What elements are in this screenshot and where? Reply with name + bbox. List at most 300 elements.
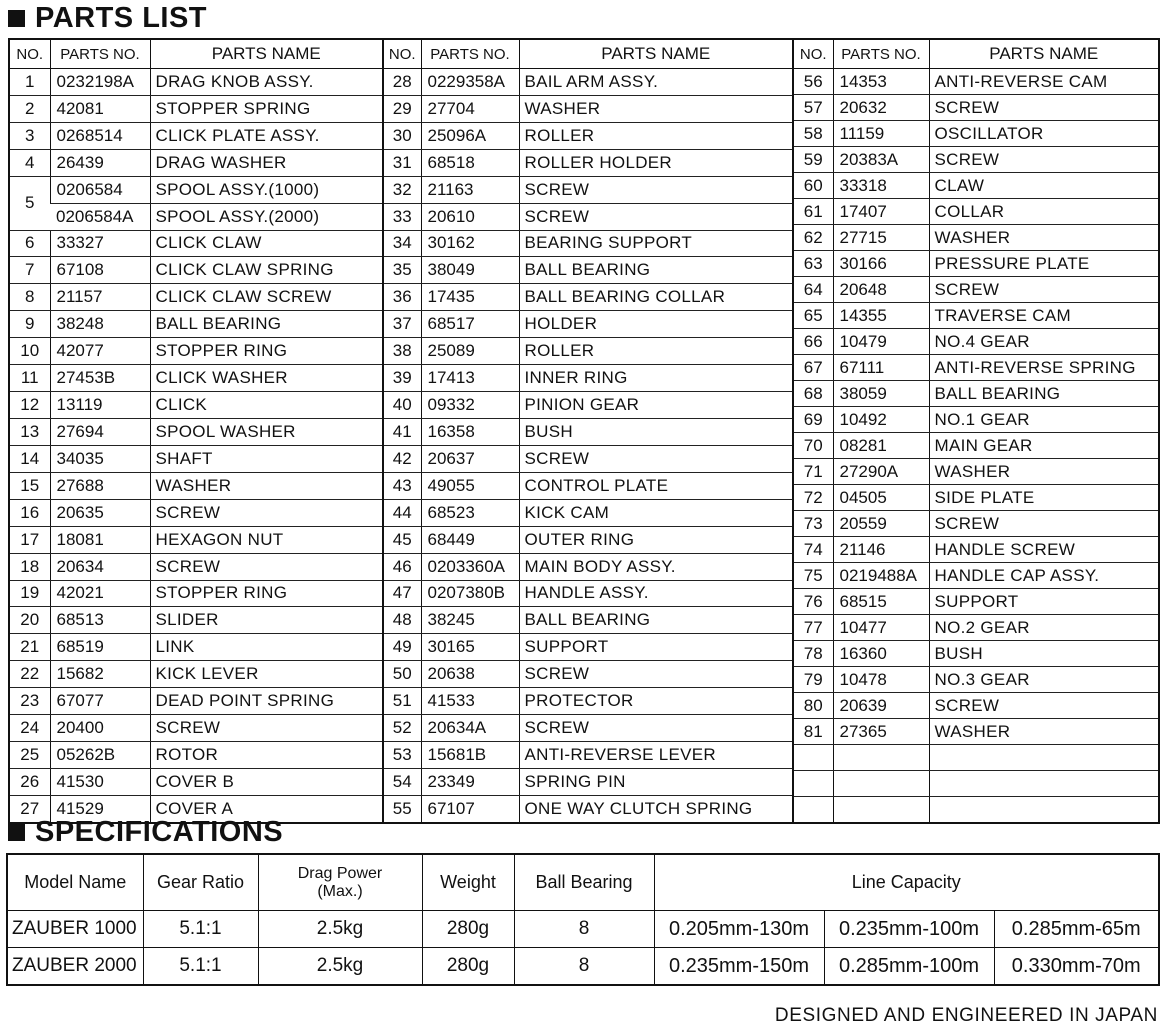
part-no: 2 bbox=[10, 95, 50, 122]
part-name: CONTROL PLATE bbox=[519, 472, 792, 499]
part-number: 0232198A bbox=[50, 69, 150, 96]
part-no: 17 bbox=[10, 526, 50, 553]
parts-row bbox=[793, 329, 1158, 355]
parts-row bbox=[793, 69, 1158, 95]
part-no: 19 bbox=[10, 580, 50, 607]
part-no: 36 bbox=[383, 284, 421, 311]
parts-column-3 bbox=[792, 40, 1158, 822]
part-number: 68515 bbox=[833, 589, 929, 615]
part-number: 04505 bbox=[833, 485, 929, 511]
part-no: 26 bbox=[10, 768, 50, 795]
header-no: NO. bbox=[10, 40, 50, 69]
part-name: SIDE PLATE bbox=[929, 485, 1158, 511]
part-number: 26439 bbox=[50, 149, 150, 176]
part-name: BEARING SUPPORT bbox=[519, 230, 792, 257]
part-number: 0207380B bbox=[421, 580, 519, 607]
part-no: 27 bbox=[20, 798, 40, 818]
parts-row bbox=[793, 121, 1158, 147]
parts-row bbox=[793, 615, 1158, 641]
part-number: 0203360A bbox=[421, 553, 519, 580]
part-name: SLIDER bbox=[150, 607, 382, 634]
parts-row bbox=[383, 661, 792, 688]
part-name: CLICK CLAW bbox=[150, 230, 382, 257]
part-name: CLAW bbox=[929, 173, 1158, 199]
part-number: 05262B bbox=[50, 742, 150, 769]
parts-row bbox=[10, 69, 382, 96]
part-number: 42081 bbox=[50, 95, 150, 122]
part-name: CLICK WASHER bbox=[150, 365, 382, 392]
part-no: 54 bbox=[383, 768, 421, 795]
parts-row bbox=[10, 257, 382, 284]
part-number: 67107 bbox=[421, 795, 519, 822]
part-no: 70 bbox=[793, 433, 833, 459]
parts-row bbox=[383, 338, 792, 365]
part-name: HANDLE ASSY. bbox=[519, 580, 792, 607]
parts-row bbox=[793, 277, 1158, 303]
part-number: 20383A bbox=[833, 147, 929, 173]
part-name: INNER RING bbox=[519, 365, 792, 392]
part-no: 48 bbox=[383, 607, 421, 634]
part-name: SUPPORT bbox=[519, 634, 792, 661]
parts-row bbox=[383, 607, 792, 634]
part-number: 30165 bbox=[421, 634, 519, 661]
square-bullet-icon bbox=[8, 10, 25, 27]
part-number: 27688 bbox=[50, 472, 150, 499]
part-name: SCREW bbox=[150, 553, 382, 580]
part-no: 66 bbox=[793, 329, 833, 355]
parts-row bbox=[383, 311, 792, 338]
parts-row bbox=[383, 149, 792, 176]
part-name: BALL BEARING bbox=[150, 311, 382, 338]
parts-column-2 bbox=[382, 40, 792, 822]
part-number: 20639 bbox=[833, 693, 929, 719]
header-parts-no: PARTS NO. bbox=[50, 40, 150, 69]
part-no: 63 bbox=[793, 251, 833, 277]
part-number: 13119 bbox=[50, 392, 150, 419]
parts-row bbox=[10, 338, 382, 365]
part-no: 35 bbox=[383, 257, 421, 284]
part-no: 65 bbox=[793, 303, 833, 329]
part-number: 08281 bbox=[833, 433, 929, 459]
part-number: 25089 bbox=[421, 338, 519, 365]
specifications-table bbox=[6, 853, 1160, 986]
part-name: ANTI-REVERSE SPRING bbox=[929, 355, 1158, 381]
part-name: PINION GEAR bbox=[519, 392, 792, 419]
part-no: 10 bbox=[10, 338, 50, 365]
part-no: 12 bbox=[10, 392, 50, 419]
parts-row bbox=[793, 433, 1158, 459]
part-number: 20638 bbox=[421, 661, 519, 688]
spec-header-drag-line2: (Max.) bbox=[317, 882, 363, 900]
header-parts-no: PARTS NO. bbox=[421, 40, 519, 69]
parts-row bbox=[383, 230, 792, 257]
parts-row bbox=[793, 589, 1158, 615]
part-name: HOLDER bbox=[519, 311, 792, 338]
spec-header-ball-bearing: Ball Bearing bbox=[514, 854, 654, 911]
parts-row bbox=[10, 634, 382, 661]
part-no: 69 bbox=[793, 407, 833, 433]
part-number: 17435 bbox=[421, 284, 519, 311]
part-no: 79 bbox=[793, 667, 833, 693]
part-number: 16358 bbox=[421, 418, 519, 445]
parts-row bbox=[793, 407, 1158, 433]
parts-row bbox=[793, 303, 1158, 329]
spec-header-weight: Weight bbox=[422, 854, 514, 911]
part-name: ROLLER bbox=[519, 338, 792, 365]
parts-row bbox=[383, 526, 792, 553]
parts-list-table bbox=[8, 38, 1160, 824]
part-name: SUPPORT bbox=[929, 589, 1158, 615]
part-number: 20400 bbox=[50, 715, 150, 742]
parts-row bbox=[793, 95, 1158, 121]
part-name: SPRING PIN bbox=[519, 768, 792, 795]
part-name: MAIN BODY ASSY. bbox=[519, 553, 792, 580]
part-name: SCREW bbox=[929, 147, 1158, 173]
part-number: 20559 bbox=[833, 511, 929, 537]
part-name: OSCILLATOR bbox=[929, 121, 1158, 147]
part-name: SCREW bbox=[929, 277, 1158, 303]
parts-row bbox=[383, 553, 792, 580]
part-name: NO.3 GEAR bbox=[929, 667, 1158, 693]
part-name: BALL BEARING bbox=[519, 607, 792, 634]
parts-row bbox=[383, 392, 792, 419]
part-no: 45 bbox=[383, 526, 421, 553]
parts-list-title-text: PARTS LIST bbox=[35, 2, 208, 34]
parts-row bbox=[10, 95, 382, 122]
part-no: 11 bbox=[10, 365, 50, 392]
parts-row bbox=[10, 284, 382, 311]
part-name: ONE WAY CLUTCH SPRING bbox=[519, 795, 792, 822]
part-number: 0206584A bbox=[50, 203, 150, 230]
part-no: 56 bbox=[793, 69, 833, 95]
spec-line-capacity-2: 0.285mm-100m bbox=[824, 948, 994, 986]
part-number: 67077 bbox=[50, 688, 150, 715]
parts-row bbox=[10, 149, 382, 176]
part-number: 16360 bbox=[833, 641, 929, 667]
part-number: 0229358A bbox=[421, 69, 519, 96]
part-number: 68513 bbox=[50, 607, 150, 634]
part-number: 17413 bbox=[421, 365, 519, 392]
part-number: 18081 bbox=[50, 526, 150, 553]
part-number: 27365 bbox=[833, 719, 929, 745]
part-name: BUSH bbox=[929, 641, 1158, 667]
part-number: 68519 bbox=[50, 634, 150, 661]
empty-cell bbox=[793, 771, 833, 797]
part-no: 37 bbox=[383, 311, 421, 338]
part-name: NO.2 GEAR bbox=[929, 615, 1158, 641]
empty-cell bbox=[833, 771, 929, 797]
spec-weight: 280g bbox=[422, 948, 514, 986]
part-name: BALL BEARING bbox=[929, 381, 1158, 407]
part-number: 17407 bbox=[833, 199, 929, 225]
part-name: ANTI-REVERSE CAM bbox=[929, 69, 1158, 95]
spec-row bbox=[7, 948, 1159, 986]
part-no: 72 bbox=[793, 485, 833, 511]
empty-cell bbox=[929, 797, 1158, 823]
part-number: 20637 bbox=[421, 445, 519, 472]
part-name: OUTER RING bbox=[519, 526, 792, 553]
header-parts-name: PARTS NAME bbox=[929, 40, 1158, 69]
parts-row bbox=[383, 203, 792, 230]
part-number: 68517 bbox=[421, 311, 519, 338]
part-no: 44 bbox=[383, 499, 421, 526]
part-no: 22 bbox=[10, 661, 50, 688]
part-number: 42077 bbox=[50, 338, 150, 365]
header-parts-name: PARTS NAME bbox=[519, 40, 792, 69]
part-no: 20 bbox=[10, 607, 50, 634]
spec-gear-ratio: 5.1:1 bbox=[143, 948, 258, 986]
spec-line-capacity-3: 0.330mm-70m bbox=[994, 948, 1159, 986]
parts-row bbox=[793, 355, 1158, 381]
parts-row bbox=[793, 381, 1158, 407]
part-name: COLLAR bbox=[929, 199, 1158, 225]
parts-row bbox=[383, 69, 792, 96]
part-number: 67108 bbox=[50, 257, 150, 284]
part-number: 67111 bbox=[833, 355, 929, 381]
part-no: 80 bbox=[793, 693, 833, 719]
part-no: 33 bbox=[383, 203, 421, 230]
parts-row bbox=[383, 715, 792, 742]
part-no: 64 bbox=[793, 277, 833, 303]
parts-row bbox=[793, 199, 1158, 225]
part-no: 29 bbox=[383, 95, 421, 122]
parts-row bbox=[10, 526, 382, 553]
parts-list-title bbox=[8, 2, 207, 35]
spec-header-line-capacity: Line Capacity bbox=[654, 854, 1159, 911]
part-name: BALL BEARING bbox=[519, 257, 792, 284]
parts-column-1 bbox=[10, 40, 382, 822]
parts-row bbox=[10, 553, 382, 580]
part-number: 33318 bbox=[833, 173, 929, 199]
part-no: 30 bbox=[383, 122, 421, 149]
part-no: 76 bbox=[793, 589, 833, 615]
part-name: SCREW bbox=[519, 176, 792, 203]
part-number: 20635 bbox=[50, 499, 150, 526]
parts-row bbox=[383, 472, 792, 499]
part-number: 41530 bbox=[50, 768, 150, 795]
part-number: 27290A bbox=[833, 459, 929, 485]
part-number: 0268514 bbox=[50, 122, 150, 149]
parts-row bbox=[10, 365, 382, 392]
parts-row bbox=[10, 742, 382, 769]
part-no: 14 bbox=[10, 445, 50, 472]
parts-row bbox=[793, 147, 1158, 173]
part-no: 38 bbox=[383, 338, 421, 365]
parts-row bbox=[383, 499, 792, 526]
part-name: STOPPER SPRING bbox=[150, 95, 382, 122]
part-number: 38059 bbox=[833, 381, 929, 407]
part-number: 10478 bbox=[833, 667, 929, 693]
header-parts-no: PARTS NO. bbox=[833, 40, 929, 69]
part-number: 20648 bbox=[833, 277, 929, 303]
parts-row bbox=[383, 122, 792, 149]
part-number: 33327 bbox=[50, 230, 150, 257]
part-no: 18 bbox=[10, 553, 50, 580]
spec-drag-power: 2.5kg bbox=[258, 948, 422, 986]
parts-row bbox=[10, 230, 382, 257]
part-no: 41 bbox=[383, 418, 421, 445]
part-number: 20634 bbox=[50, 553, 150, 580]
parts-row bbox=[10, 768, 382, 795]
part-number: 23349 bbox=[421, 768, 519, 795]
specifications-title bbox=[8, 816, 283, 849]
spec-ball-bearing: 8 bbox=[514, 911, 654, 948]
part-name: SCREW bbox=[519, 445, 792, 472]
spec-line-capacity-1: 0.205mm-130m bbox=[654, 911, 824, 948]
part-number: 11159 bbox=[833, 121, 929, 147]
spec-gear-ratio: 5.1:1 bbox=[143, 911, 258, 948]
part-no: 57 bbox=[793, 95, 833, 121]
part-no: 50 bbox=[383, 661, 421, 688]
part-no: 55 bbox=[392, 798, 412, 818]
part-name: DRAG KNOB ASSY. bbox=[150, 69, 382, 96]
parts-row bbox=[10, 418, 382, 445]
part-no: 60 bbox=[793, 173, 833, 199]
header-parts-name: PARTS NAME bbox=[150, 40, 382, 69]
parts-row bbox=[10, 203, 382, 230]
part-number: 34035 bbox=[50, 445, 150, 472]
part-no: 77 bbox=[793, 615, 833, 641]
part-name: SHAFT bbox=[150, 445, 382, 472]
part-no: 59 bbox=[793, 147, 833, 173]
part-no: 3 bbox=[10, 122, 50, 149]
part-number: 0219488A bbox=[833, 563, 929, 589]
part-name: ROTOR bbox=[150, 742, 382, 769]
part-name: WASHER bbox=[929, 719, 1158, 745]
parts-row bbox=[10, 688, 382, 715]
part-number: 10492 bbox=[833, 407, 929, 433]
part-name: COVER B bbox=[150, 768, 382, 795]
footer-note: DESIGNED AND ENGINEERED IN JAPAN bbox=[774, 1005, 1158, 1026]
part-no: 21 bbox=[10, 634, 50, 661]
parts-row bbox=[383, 257, 792, 284]
parts-row bbox=[383, 795, 792, 822]
specifications-title-text: SPECIFICATIONS bbox=[35, 816, 284, 848]
part-no: 47 bbox=[383, 580, 421, 607]
part-number: 10477 bbox=[833, 615, 929, 641]
parts-row bbox=[383, 688, 792, 715]
part-name: NO.1 GEAR bbox=[929, 407, 1158, 433]
part-name: SCREW bbox=[519, 661, 792, 688]
part-no: 75 bbox=[793, 563, 833, 589]
parts-row bbox=[793, 459, 1158, 485]
square-bullet-icon bbox=[8, 824, 25, 841]
part-no: 8 bbox=[10, 284, 50, 311]
spec-model: ZAUBER 1000 bbox=[7, 911, 143, 948]
part-no: 23 bbox=[10, 688, 50, 715]
part-name: WASHER bbox=[519, 95, 792, 122]
spec-header-drag-power bbox=[258, 854, 422, 911]
part-number: 38049 bbox=[421, 257, 519, 284]
parts-row bbox=[10, 445, 382, 472]
spec-line-capacity-2: 0.235mm-100m bbox=[824, 911, 994, 948]
part-no: 78 bbox=[793, 641, 833, 667]
empty-row bbox=[793, 771, 1158, 797]
part-no: 4 bbox=[10, 149, 50, 176]
part-no: 74 bbox=[793, 537, 833, 563]
part-number: 21146 bbox=[833, 537, 929, 563]
parts-row bbox=[793, 225, 1158, 251]
part-no: 62 bbox=[793, 225, 833, 251]
parts-row bbox=[793, 641, 1158, 667]
parts-row bbox=[10, 472, 382, 499]
part-name: BALL BEARING COLLAR bbox=[519, 284, 792, 311]
part-number: 41529 bbox=[50, 795, 150, 822]
part-number: 09332 bbox=[421, 392, 519, 419]
parts-row bbox=[383, 176, 792, 203]
part-name: SPOOL WASHER bbox=[150, 418, 382, 445]
parts-row bbox=[793, 693, 1158, 719]
part-number: 30162 bbox=[421, 230, 519, 257]
empty-cell bbox=[929, 745, 1158, 771]
parts-row bbox=[383, 95, 792, 122]
part-number: 38248 bbox=[50, 311, 150, 338]
part-number: 20634A bbox=[421, 715, 519, 742]
parts-row bbox=[793, 485, 1158, 511]
empty-cell bbox=[833, 797, 929, 823]
part-no: 13 bbox=[10, 418, 50, 445]
part-name: MAIN GEAR bbox=[929, 433, 1158, 459]
part-name: ROLLER bbox=[519, 122, 792, 149]
part-number: 27704 bbox=[421, 95, 519, 122]
part-no: 25 bbox=[10, 742, 50, 769]
part-no: 42 bbox=[383, 445, 421, 472]
spec-row bbox=[7, 911, 1159, 948]
spec-weight: 280g bbox=[422, 911, 514, 948]
part-number: 20632 bbox=[833, 95, 929, 121]
part-no: 24 bbox=[10, 715, 50, 742]
part-name: BUSH bbox=[519, 418, 792, 445]
part-number: 49055 bbox=[421, 472, 519, 499]
part-no: 9 bbox=[10, 311, 50, 338]
part-name: HANDLE CAP ASSY. bbox=[929, 563, 1158, 589]
part-no: 53 bbox=[383, 742, 421, 769]
part-name: SCREW bbox=[929, 511, 1158, 537]
part-number: 15681B bbox=[421, 742, 519, 769]
part-number: 20610 bbox=[421, 203, 519, 230]
spec-line-capacity-3: 0.285mm-65m bbox=[994, 911, 1159, 948]
parts-row bbox=[383, 365, 792, 392]
part-name: HEXAGON NUT bbox=[150, 526, 382, 553]
part-no: 40 bbox=[383, 392, 421, 419]
parts-row bbox=[793, 667, 1158, 693]
part-name: SCREW bbox=[929, 693, 1158, 719]
part-name: CLICK CLAW SPRING bbox=[150, 257, 382, 284]
part-name: KICK LEVER bbox=[150, 661, 382, 688]
spec-model: ZAUBER 2000 bbox=[7, 948, 143, 986]
parts-row bbox=[383, 768, 792, 795]
part-no: 7 bbox=[10, 257, 50, 284]
part-number: 41533 bbox=[421, 688, 519, 715]
parts-row bbox=[793, 251, 1158, 277]
parts-row bbox=[10, 122, 382, 149]
empty-row bbox=[793, 797, 1158, 823]
part-no: 34 bbox=[383, 230, 421, 257]
empty-cell bbox=[793, 745, 833, 771]
part-number: 38245 bbox=[421, 607, 519, 634]
part-name: SCREW bbox=[519, 203, 792, 230]
part-no: 71 bbox=[793, 459, 833, 485]
header-no: NO. bbox=[793, 40, 833, 69]
part-name: WASHER bbox=[929, 459, 1158, 485]
part-name: WASHER bbox=[150, 472, 382, 499]
part-no: 46 bbox=[383, 553, 421, 580]
part-no: 16 bbox=[10, 499, 50, 526]
spec-drag-power: 2.5kg bbox=[258, 911, 422, 948]
part-number: 68449 bbox=[421, 526, 519, 553]
parts-row bbox=[383, 284, 792, 311]
part-name: SCREW bbox=[519, 715, 792, 742]
